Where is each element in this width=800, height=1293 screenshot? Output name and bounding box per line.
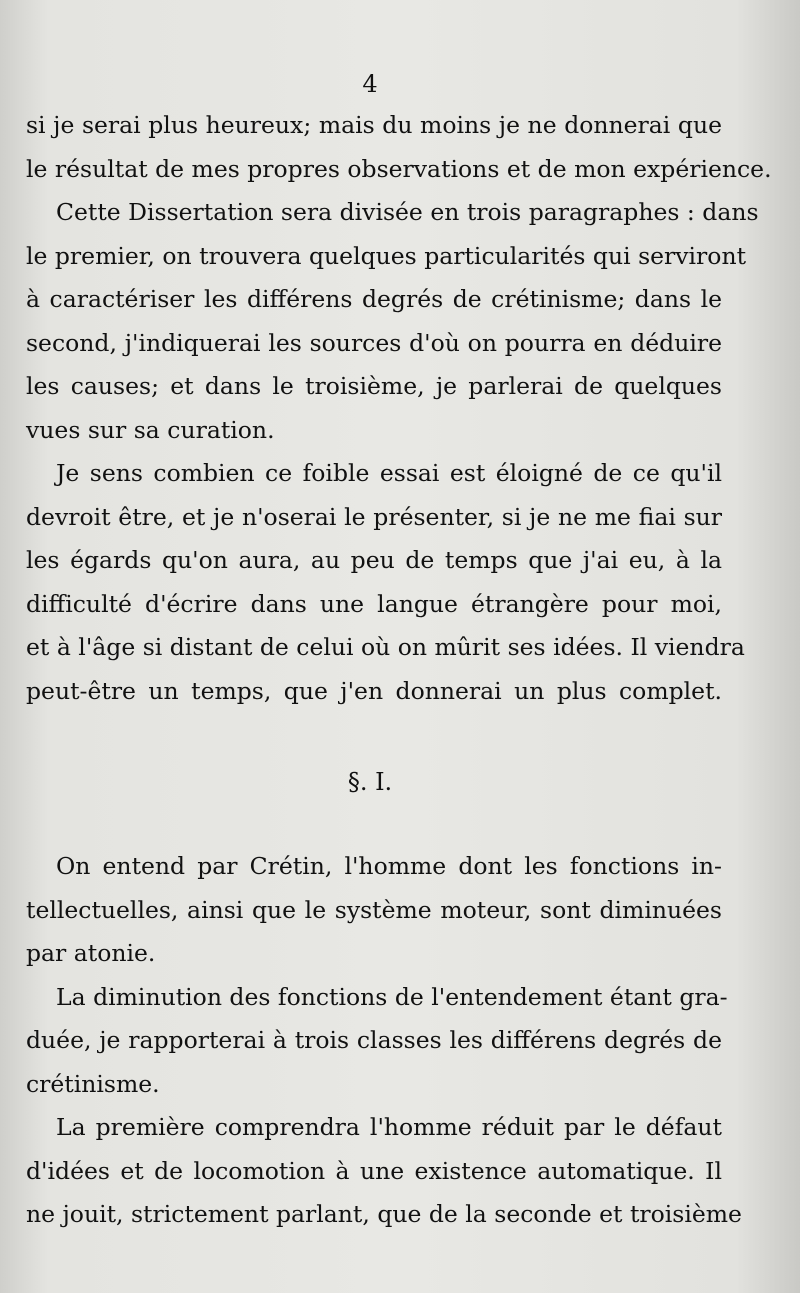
text-line: duée, je rapporterai à trois classes les différens degrés de (26, 1026, 722, 1054)
intro-text-block (26, 104, 772, 713)
text-line: les égards qu'on aura, au peu de temps que j'ai eu, à la (26, 546, 722, 574)
text-line: et à l'âge si distant de celui où on mûrit ses idées. Il viendra (26, 633, 745, 661)
section-heading: §. I. (347, 768, 393, 796)
text-line: Cette Dissertation sera divisée en trois paragraphes : dans (56, 198, 759, 226)
text-line: vues sur sa curation. (26, 415, 275, 444)
text-line: La première comprendra l'homme réduit par le défaut (56, 1113, 722, 1141)
text-line: difficulté d'écrire dans une langue étrangère pour moi, (26, 589, 722, 618)
text-line: crétinisme. (26, 1069, 160, 1098)
text-line: devroit être, et je n'oserai le présenter, si je ne me fiai sur (26, 502, 722, 531)
text-line: On entend par Crétin, l'homme dont les fonctions in- (56, 852, 722, 880)
text-line: le premier, on trouvera quelques particularités qui serviront (26, 241, 747, 270)
text-line: second, j'indiquerai les sources d'où on pourra en déduire (26, 328, 722, 357)
text-line: peut-être un temps, que j'en donnerai un plus complet. (26, 676, 722, 705)
text-line: à caractériser les différens degrés de crétinisme; dans le (26, 285, 722, 313)
text-line: ne jouit, strictement parlant, que de la seconde et troisième (26, 1200, 742, 1228)
text-line: les causes; et dans le troisième, je parlerai de quelques (26, 372, 722, 400)
text-line: Je sens combien ce foible essai est éloigné de ce qu'il (56, 459, 722, 487)
text-line: par atonie. (26, 939, 156, 967)
text-line: d'idées et de locomotion à une existence automatique. Il (26, 1156, 722, 1185)
text-line: La diminution des fonctions de l'entendement étant gra- (56, 982, 728, 1011)
text-line: le résultat de mes propres observations et de mon expérience. (26, 154, 772, 183)
text-line: tellectuelles, ainsi que le système moteur, sont diminuées (26, 895, 722, 924)
section-text-block (26, 845, 742, 1237)
text-line: si je serai plus heureux; mais du moins je ne donnerai que (26, 111, 722, 139)
page-number: 4 (362, 70, 378, 98)
